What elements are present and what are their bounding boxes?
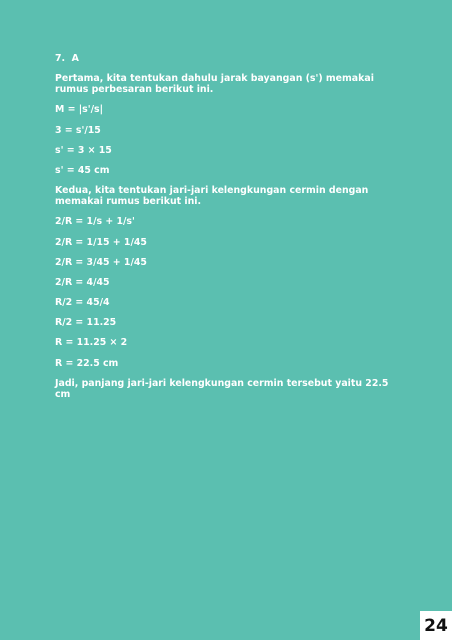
- equation-line: R = 11.25 × 2: [55, 337, 128, 349]
- conclusion-paragraph: Jadi, panjang jari-jari kelengkungan cermin tersebut yaitu 22.5 cm: [55, 377, 389, 400]
- equation-line: 2/R = 1/s + 1/s': [55, 216, 135, 228]
- equation-line: 2/R = 1/15 + 1/45: [55, 236, 147, 248]
- page-number: 24: [420, 611, 452, 640]
- answer-heading: 7. A: [55, 53, 79, 64]
- equation-line: 2/R = 3/45 + 1/45: [55, 256, 147, 268]
- equation-line: s' = 45 cm: [55, 164, 110, 176]
- equation-line: 2/R = 4/45: [55, 276, 110, 288]
- intro-paragraph-2: Kedua, kita tentukan jari-jari kelengkungan cermin dengan memakai rumus berikut ini.: [55, 185, 369, 208]
- equation-line: R/2 = 45/4: [55, 297, 110, 309]
- equation-line: R/2 = 11.25: [55, 317, 117, 329]
- equation-line: 3 = s'/15: [55, 124, 101, 136]
- equation-line: M = |s'/s|: [55, 104, 104, 116]
- solution-content: [55, 53, 405, 409]
- intro-paragraph-1: Pertama, kita tentukan dahulu jarak bayangan (s') memakai rumus perbesaran berikut ini.: [55, 73, 374, 96]
- equation-line: s' = 3 × 15: [55, 144, 112, 156]
- equation-line: R = 22.5 cm: [55, 357, 119, 369]
